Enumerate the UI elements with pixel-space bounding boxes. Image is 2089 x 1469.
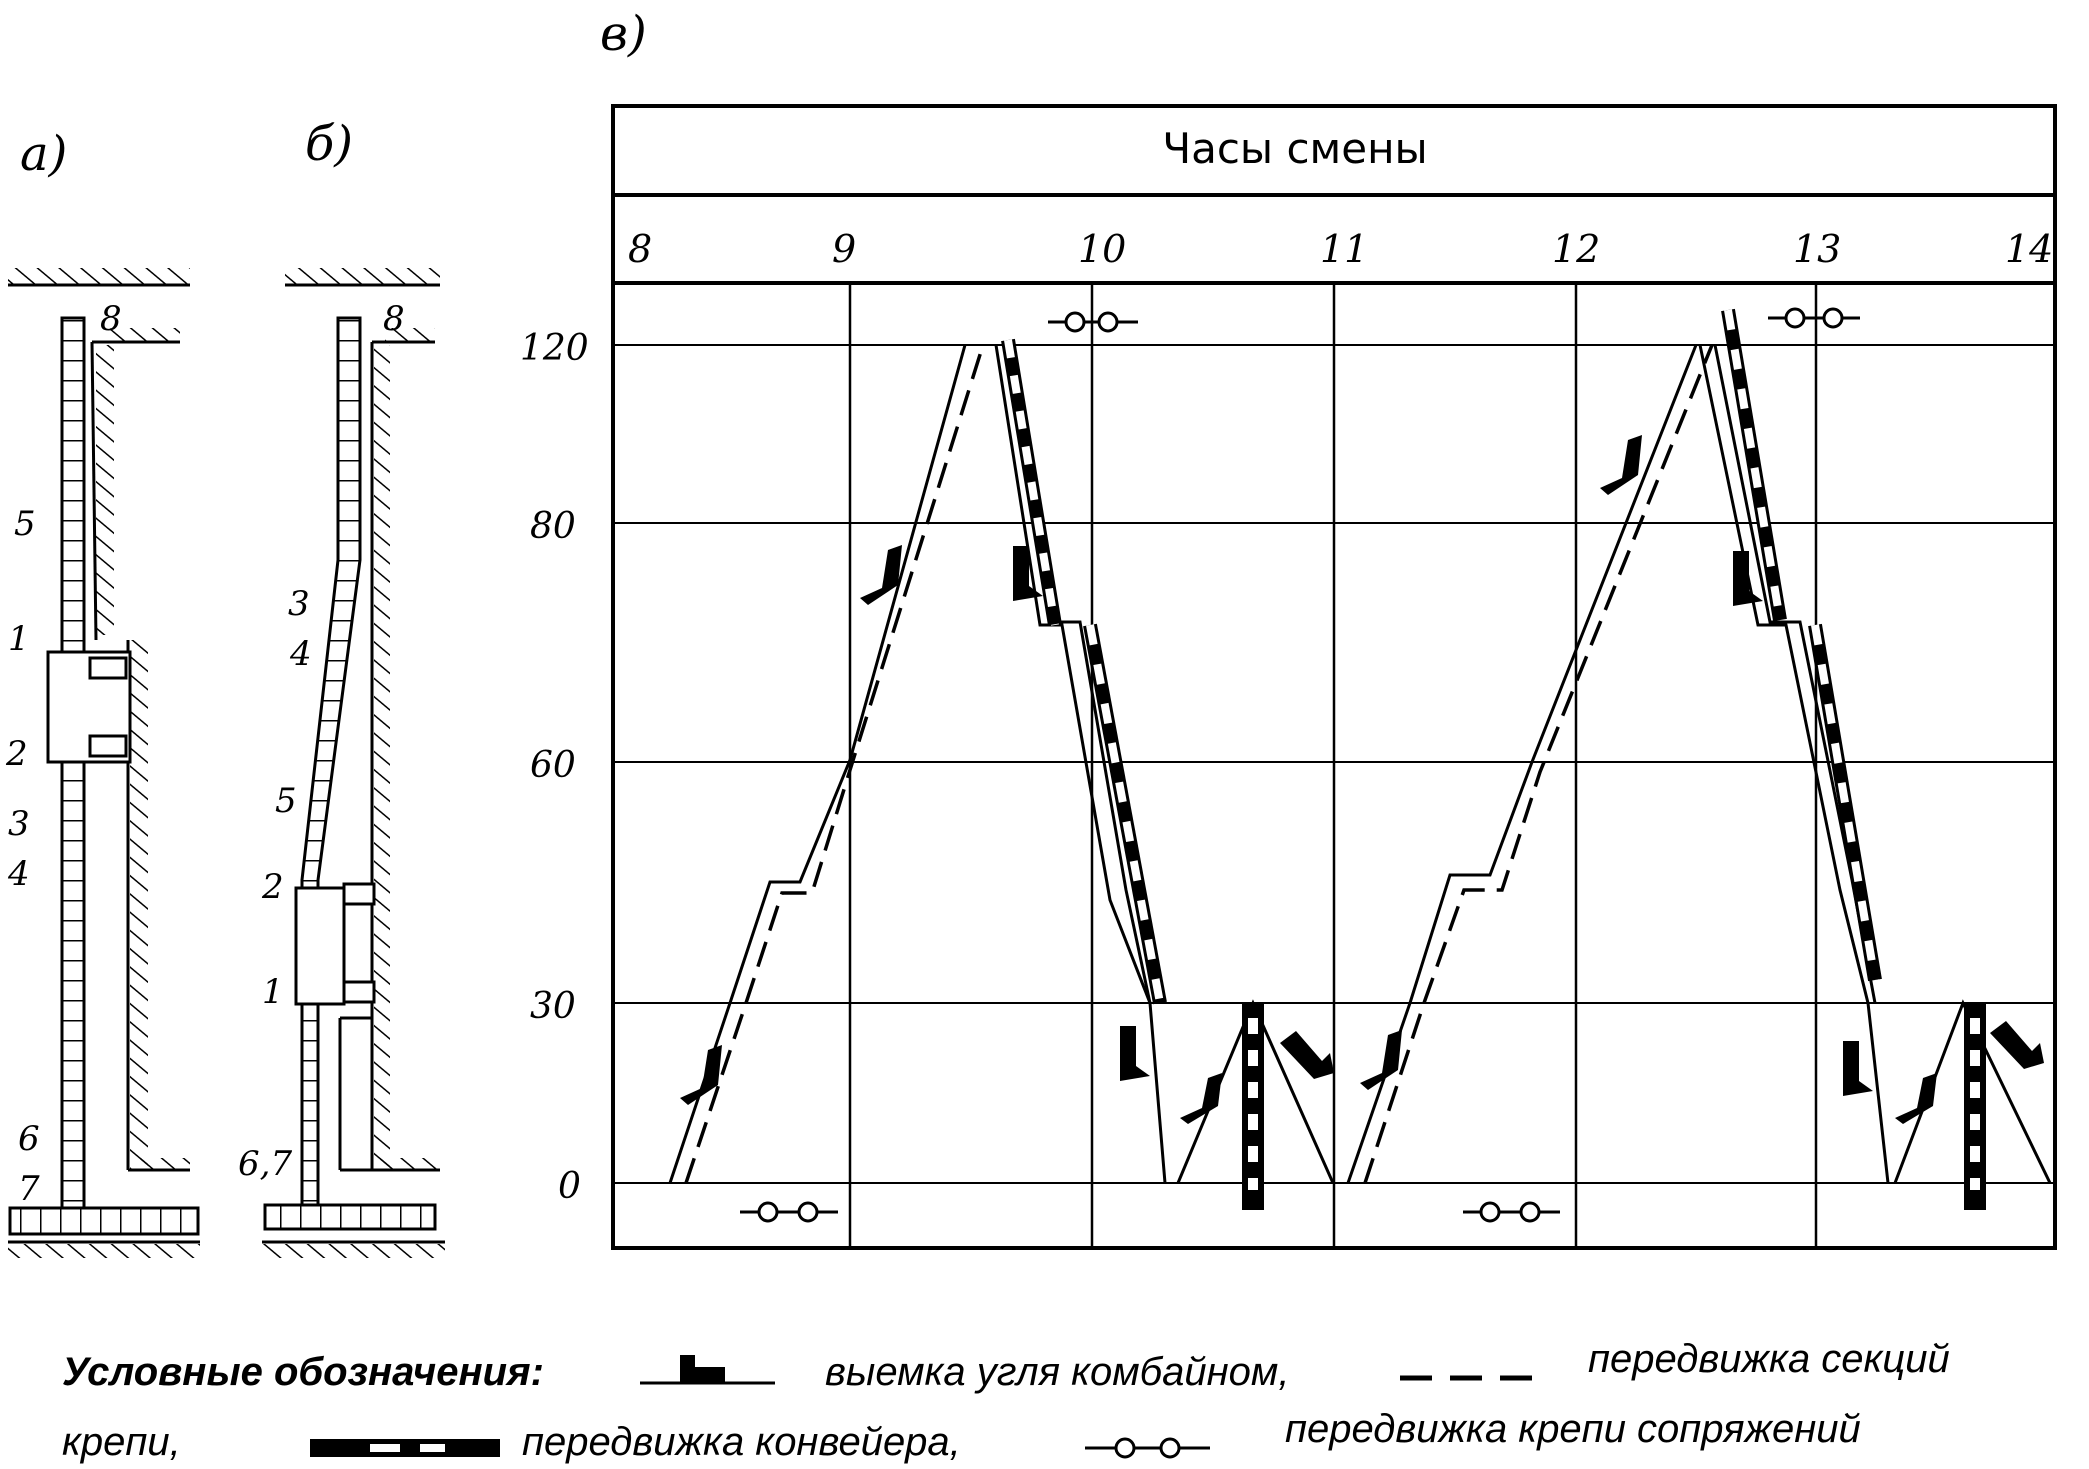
hour-10: 10 bbox=[1078, 227, 1127, 271]
hour-8: 8 bbox=[628, 227, 653, 271]
y-tick-labels bbox=[520, 328, 589, 1207]
panel-a bbox=[5, 126, 200, 1258]
junction-support-2 bbox=[1463, 309, 1860, 1221]
legend-krepi-text: крепи, bbox=[62, 1420, 181, 1464]
combine-icon bbox=[1843, 1041, 1873, 1096]
combine-descent-2 bbox=[1700, 345, 1888, 1183]
legend-combine-text: выемка угля комбайном, bbox=[825, 1350, 1290, 1394]
combine-icons-1 bbox=[680, 545, 1334, 1124]
combine-icon bbox=[1120, 1026, 1150, 1081]
panel-a-label: а) bbox=[20, 126, 68, 182]
label-a-2: 2 bbox=[6, 734, 28, 774]
y-tick-30: 30 bbox=[530, 986, 576, 1027]
combine-icon bbox=[1600, 435, 1642, 495]
section-advance-1 bbox=[686, 345, 983, 1183]
label-b-3: 3 bbox=[288, 584, 310, 624]
hour-14: 14 bbox=[2005, 227, 2054, 271]
combine-icon bbox=[1180, 1073, 1222, 1124]
face-conveyor-shifted bbox=[302, 318, 360, 1208]
label-a-4: 4 bbox=[8, 854, 30, 894]
hour-9: 9 bbox=[832, 227, 857, 271]
y-tick-80: 80 bbox=[530, 506, 576, 547]
label-a-3: 3 bbox=[8, 804, 30, 844]
legend-conveyor-text: передвижка конвейера, bbox=[522, 1420, 961, 1464]
label-a-5: 5 bbox=[14, 504, 36, 544]
panel-c bbox=[520, 6, 2055, 1248]
legend-junction-text: передвижка крепи сопряжений bbox=[1285, 1407, 1861, 1451]
vertical-grid bbox=[850, 283, 1816, 1248]
y-tick-0: 0 bbox=[558, 1166, 581, 1207]
panel-c-label: в) bbox=[600, 6, 647, 62]
combine-descent-1 bbox=[996, 345, 1165, 1183]
hour-11: 11 bbox=[1320, 227, 1369, 271]
junction-support-1 bbox=[740, 313, 1138, 1221]
hour-12: 12 bbox=[1552, 227, 1601, 271]
label-b-67: 6,7 bbox=[238, 1144, 293, 1184]
combine-icon bbox=[1895, 1073, 1937, 1124]
combine-line-2 bbox=[1348, 345, 1696, 1183]
panel-b-label: б) bbox=[305, 116, 354, 172]
drift-conveyor bbox=[10, 1208, 198, 1234]
hour-labels bbox=[628, 227, 2053, 271]
roof-hatch bbox=[8, 268, 190, 284]
combine-icon bbox=[1360, 1030, 1402, 1090]
legend-combine-symbol bbox=[640, 1355, 775, 1383]
legend bbox=[62, 1337, 1950, 1464]
label-b-8: 8 bbox=[383, 299, 405, 339]
coal-wall-hatch bbox=[96, 345, 114, 635]
schedule-header-title: Часы смены bbox=[1162, 124, 1428, 173]
y-tick-120: 120 bbox=[520, 328, 589, 369]
combine-icon bbox=[1280, 1031, 1334, 1079]
section-advance-2 bbox=[1365, 345, 1712, 1183]
label-a-7: 7 bbox=[18, 1169, 40, 1209]
label-b-2: 2 bbox=[262, 867, 284, 907]
cycle-2 bbox=[1348, 310, 2050, 1210]
combine-icons-2 bbox=[1360, 435, 2044, 1124]
combine-b bbox=[296, 888, 344, 1004]
legend-section-text: передвижка секций bbox=[1588, 1337, 1950, 1381]
label-a-6: 6 bbox=[18, 1119, 40, 1159]
label-b-1: 1 bbox=[262, 972, 284, 1012]
label-b-4: 4 bbox=[290, 634, 312, 674]
cycle-1 bbox=[670, 340, 1333, 1210]
hour-13: 13 bbox=[1793, 227, 1842, 271]
y-tick-60: 60 bbox=[530, 745, 576, 786]
combine-icon bbox=[1990, 1021, 2044, 1069]
label-a-8: 8 bbox=[100, 299, 122, 339]
label-a-1: 1 bbox=[8, 619, 30, 659]
legend-junction-symbol bbox=[1085, 1439, 1210, 1457]
panel-b bbox=[238, 116, 445, 1258]
legend-title: Условные обозначения: bbox=[62, 1350, 544, 1394]
label-b-5: 5 bbox=[275, 781, 297, 821]
